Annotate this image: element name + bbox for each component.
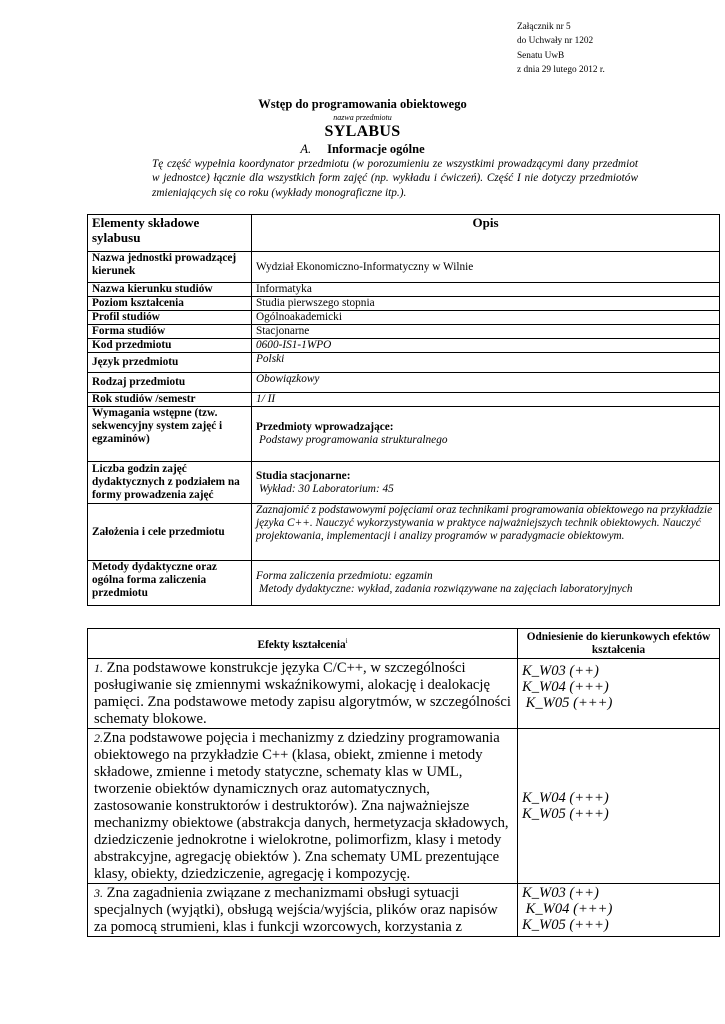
table-row: [88, 561, 720, 606]
row-label: Rok studiów /semestr: [88, 393, 252, 407]
reference-code: K_W03 (++): [522, 663, 599, 679]
references-cell: [518, 884, 720, 937]
effects-row: [88, 659, 720, 729]
table-row: [88, 407, 720, 462]
table-row: [88, 325, 720, 339]
row-value: Podstawy programowania strukturalnego: [259, 434, 448, 446]
row-label: Metody dydaktyczne oraz ogólna forma zaliczenia przedmiotu: [88, 561, 252, 606]
row-value-heading: Studia stacjonarne:: [256, 469, 351, 482]
annex-line: z dnia 29 lutego 2012 r.: [517, 64, 605, 75]
row-value-secondary: Metody dydaktyczne: wykład, zadania rozwiązywane na zajęciach laboratoryjnych: [259, 583, 633, 595]
intro-paragraph: Tę część wypełnia koordynator przedmiotu (w porozumieniu ze wszystkimi prowadzącymi dany przedmiot w jednostce) łącznie dla wszystkich form zajęć (np. wykładu i ćwiczeń). Część I nie dotyczy przedmiotów zmieniających się co roku (wykłady monograficzne itp.).: [152, 158, 638, 199]
row-value: 0600-IS1-1WPO: [252, 339, 720, 353]
header-label: Elementy składowe sylabusu: [88, 215, 252, 252]
table-row: [88, 339, 720, 353]
effects-row: [88, 884, 720, 937]
table-row: [88, 462, 720, 504]
annex-line: do Uchwały nr 1202: [517, 36, 594, 47]
effects-header-row: [88, 629, 720, 659]
references-cell: [518, 729, 720, 884]
syllabus-table: [87, 214, 720, 606]
reference-code: K_W05 (+++): [522, 917, 609, 933]
row-value: Polski: [252, 353, 720, 373]
table-row: [88, 373, 720, 393]
effect-number: 3.: [94, 886, 103, 900]
reference-code: K_W03 (++): [522, 885, 599, 901]
effect-number: 2.: [94, 731, 103, 745]
course-name: Wstęp do programowania obiektowego: [258, 97, 467, 111]
reference-code: K_W05 (+++): [522, 806, 609, 822]
table-row: [88, 252, 720, 283]
row-value-heading: Przedmioty wprowadzające:: [256, 421, 394, 433]
page-title: SYLABUS: [324, 123, 401, 140]
header-value: Opis: [252, 215, 720, 252]
table-header-row: [88, 215, 720, 252]
reference-code: K_W04 (+++): [522, 901, 613, 917]
effects-table: [87, 628, 720, 937]
effect-cell: [88, 884, 518, 937]
table-row: [88, 311, 720, 325]
row-label: Nazwa kierunku studiów: [88, 283, 252, 297]
row-label: Forma studiów: [88, 325, 252, 339]
row-value: 1/ II: [252, 393, 720, 407]
row-value-cell: [252, 561, 720, 606]
effects-row: [88, 729, 720, 884]
effect-number: 1.: [94, 661, 103, 675]
row-value-cell: [252, 407, 720, 462]
annex-note: [517, 20, 605, 77]
table-row: [88, 297, 720, 311]
row-value: Studia pierwszego stopnia: [252, 297, 720, 311]
reference-code: K_W04 (+++): [522, 679, 609, 695]
annex-line: Załącznik nr 5: [517, 22, 571, 32]
row-value-cell: [252, 462, 720, 504]
annex-line: Senatu UwB: [517, 50, 565, 61]
section-title: Informacje ogólne: [327, 142, 425, 156]
row-label: Wymagania wstępne (tzw. sekwencyjny system zajęć i egzaminów): [88, 407, 252, 462]
row-value: Zaznajomić z podstawowymi pojęciami oraz technikami programowania obiektowego na przykładzie języka C++. Nauczyć wykorzystywania w praktyce najważniejszych technik obiektowych. Nauczyć projektowania, implementacji i analizy programów w paradygmacie obiektowym.: [252, 504, 720, 561]
effect-text: Zna podstawowe konstrukcje języka C/C++, w szczególności posługiwanie się zmiennymi wskaźnikowymi, alokację i dealokację pamięci. Zna podstawowe metody zapisu algorytmów, w szczególności schematy blokowe.: [94, 660, 511, 727]
section-heading: [0, 142, 725, 157]
effect-cell: [88, 659, 518, 729]
table-row: [88, 353, 720, 373]
section-letter: A.: [300, 142, 312, 156]
effect-cell: [88, 729, 518, 884]
row-label: Rodzaj przedmiotu: [88, 373, 252, 393]
row-value: Wykład: 30 Laboratorium: 45: [259, 482, 394, 495]
row-value: Forma zaliczenia przedmiotu: egzamin: [256, 570, 433, 582]
row-label: Założenia i cele przedmiotu: [88, 504, 252, 561]
row-value: Wydział Ekonomiczno-Informatyczny w Wilnie: [252, 252, 720, 283]
row-label: Nazwa jednostki prowadzącej kierunek: [88, 252, 252, 283]
reference-code: K_W05 (+++): [522, 695, 613, 711]
row-label: Kod przedmiotu: [88, 339, 252, 353]
table-row: [88, 393, 720, 407]
row-value: Obowiązkowy: [252, 373, 720, 393]
references-header: Odniesienie do kierunkowych efektów kształcenia: [518, 629, 720, 659]
effects-header: [88, 629, 518, 659]
footnote-marker: i: [345, 637, 348, 646]
row-label: Język przedmiotu: [88, 353, 252, 373]
row-label: Poziom kształcenia: [88, 297, 252, 311]
row-value: Stacjonarne: [252, 325, 720, 339]
reference-code: K_W04 (+++): [522, 790, 609, 806]
effect-text: Zna podstawowe pojęcia i mechanizmy z dziedziny programowania obiektowego na przykładzie C++ (klasa, obiekt, zmienne i metody składowe, zmienne i metody statyczne, schematy klas w UML, tworzenie obiektów dynamicznych oraz automatycznych, zastosowanie konstruktorów i destruktorów). Zna najważniejsze mechanizmy obiektowe (abstrakcja danych, hermetyzacja składowych, dziedziczenie jednokrotne i wielokrotne, polimorfizm, klasy i metody abstrakcyjne, agregację obiektów ). Zna schematy UML prezentujące klasy, obiekty, dziedziczenie, agregację i kompozycję.: [94, 730, 509, 882]
row-label: Profil studiów: [88, 311, 252, 325]
table-row: [88, 283, 720, 297]
references-cell: [518, 659, 720, 729]
course-name-caption: nazwa przedmiotu: [333, 113, 392, 122]
table-row: [88, 504, 720, 561]
effect-text: Zna zagadnienia związane z mechanizmami obsługi sytuacji specjalnych (wyjątki), obsługą wejścia/wyjścia, plików oraz napisów za pomocą strumieni, klas i funkcji wzorcowych, korzystania z: [94, 885, 498, 935]
row-value: Ogólnoakademicki: [252, 311, 720, 325]
effects-header-text: Efekty kształcenia: [257, 638, 346, 651]
row-label: Liczba godzin zajęć dydaktycznych z podziałem na formy prowadzenia zajęć: [88, 462, 252, 504]
row-value: Informatyka: [252, 283, 720, 297]
